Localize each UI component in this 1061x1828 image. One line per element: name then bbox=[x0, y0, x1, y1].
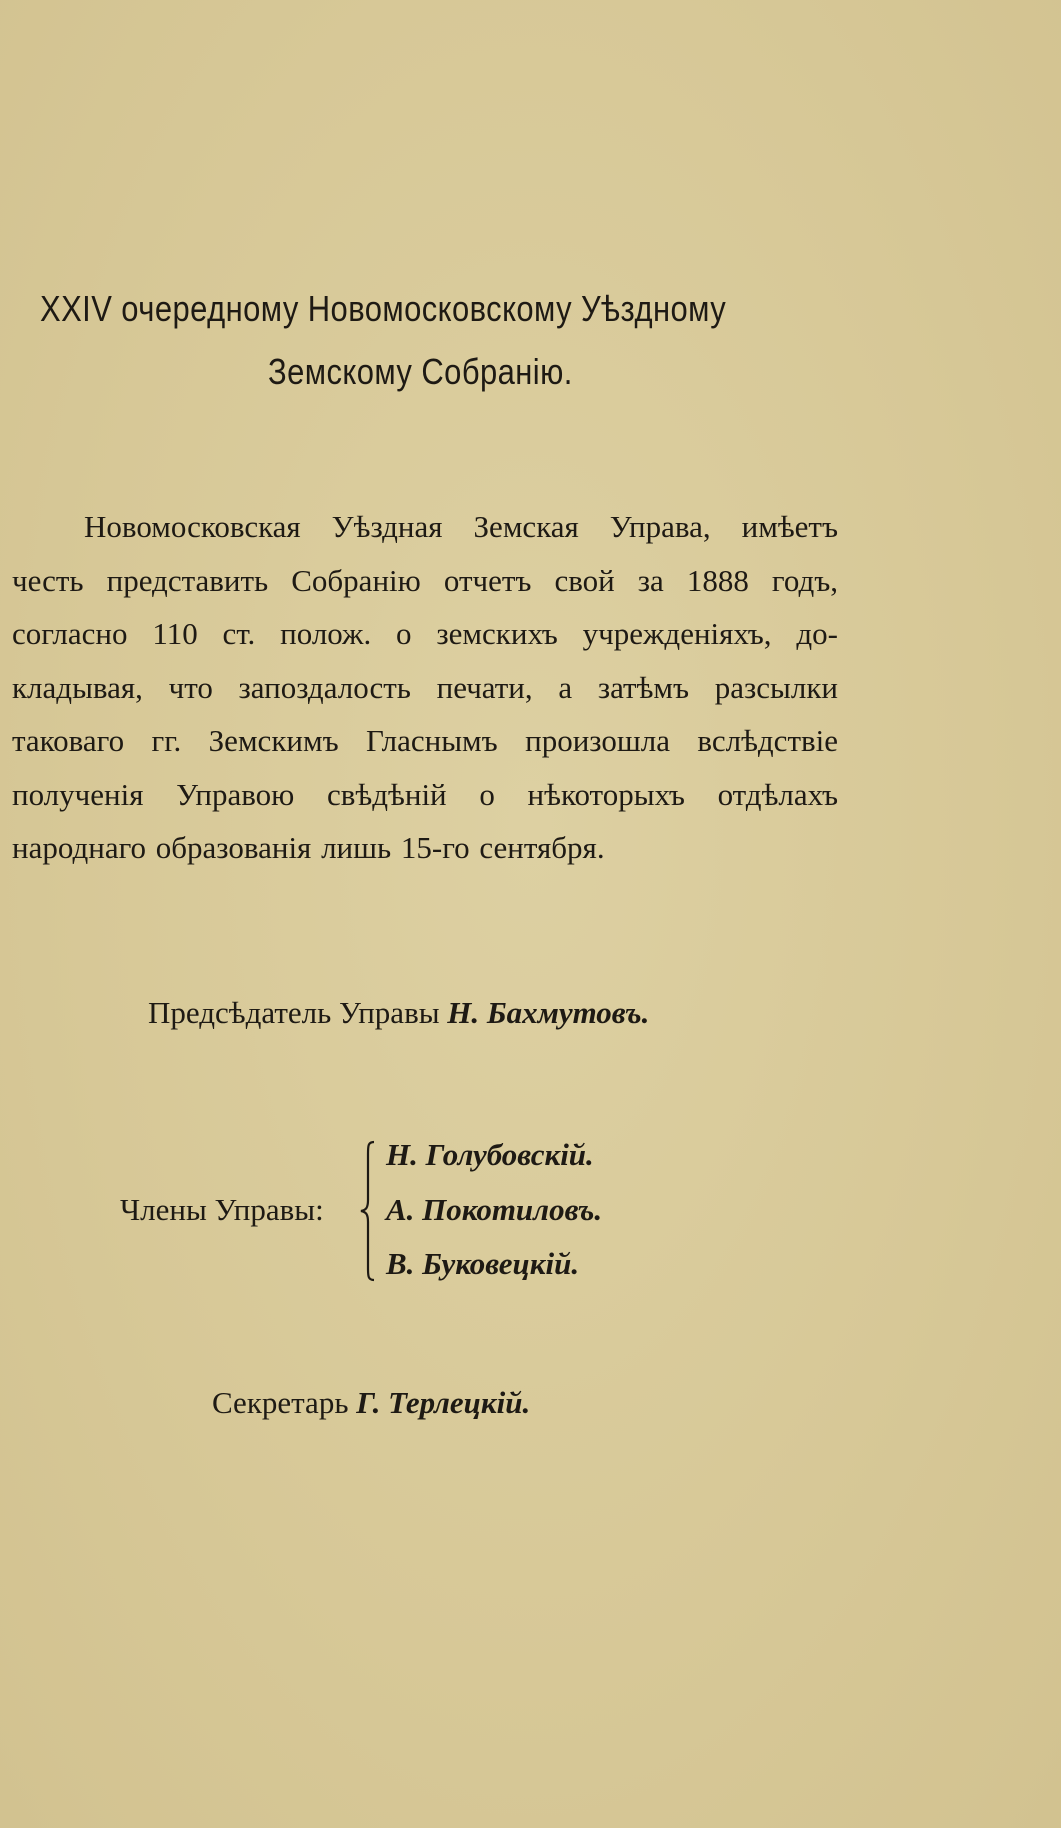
chairman-signature bbox=[148, 995, 649, 1031]
body-line: таковаго гг. Земскимъ Гласнымъ произошла вслѣдствіе bbox=[12, 723, 838, 758]
body-line: честь представить Собранію отчетъ свой за 1888 годъ, bbox=[12, 562, 838, 598]
heading-line-2: Земскому Собранію. bbox=[268, 351, 573, 392]
body-paragraph bbox=[12, 500, 838, 875]
secretary-label: Секретарь bbox=[212, 1385, 349, 1420]
body-line: согласно 110 ст. полож. о земскихъ учрежденіяхъ, до- bbox=[12, 616, 838, 651]
heading-line-1: XXIV очередному Новомосковскому Уѣздному bbox=[40, 288, 727, 329]
member-name: Н. Голубовскій. bbox=[386, 1137, 594, 1172]
chairman-name: Н. Бахмутовъ. bbox=[447, 995, 650, 1030]
secretary-signature bbox=[212, 1385, 530, 1421]
member-name: В. Буковецкій. bbox=[386, 1246, 580, 1281]
body-line: полученія Управою свѣдѣній о нѣкоторыхъ отдѣлахъ bbox=[12, 776, 838, 812]
secretary-name: Г. Терлецкій. bbox=[356, 1385, 531, 1420]
chairman-label: Предсѣдатель Управы bbox=[148, 995, 440, 1030]
member-name: А. Покотиловъ. bbox=[386, 1192, 603, 1227]
body-line: народнаго образованія лишь 15-го сентября. bbox=[12, 830, 605, 865]
members-label: Члены Управы: bbox=[120, 1192, 324, 1227]
body-line: кладывая, что запоздалость печати, а затѣмъ разсылки bbox=[12, 669, 838, 705]
body-line: Новомосковская Уѣздная Земская Управа, имѣетъ bbox=[84, 509, 838, 544]
curly-brace-icon bbox=[358, 1140, 378, 1282]
